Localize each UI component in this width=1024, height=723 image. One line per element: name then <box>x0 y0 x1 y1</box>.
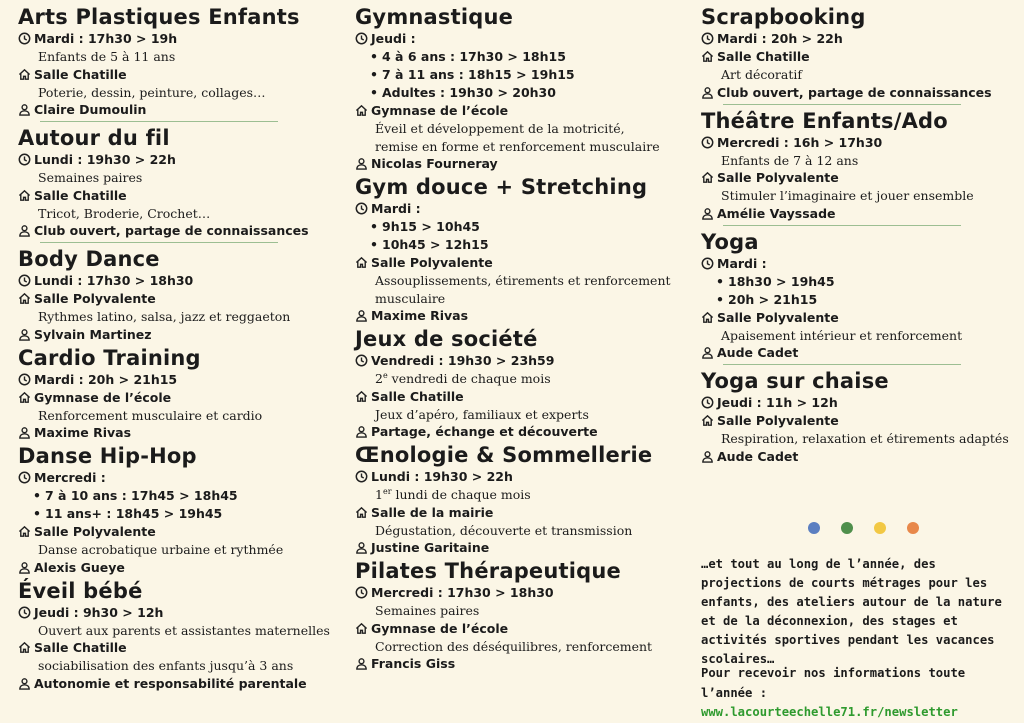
activity-hip-hop <box>18 443 336 577</box>
divider <box>723 364 961 365</box>
schedule-row: Jeudi : 9h30 > 12h <box>18 604 336 622</box>
detail-text: Enfants de 7 à 12 ans <box>721 152 859 168</box>
dot-orange <box>907 522 919 534</box>
clock-icon <box>355 200 371 215</box>
clock-icon <box>355 584 371 599</box>
person-row: Amélie Vayssade <box>701 205 1019 223</box>
activity-title: Gymnastique <box>355 5 514 29</box>
person-icon <box>18 326 34 341</box>
person-row: Autonomie et responsabilité parentale <box>18 675 336 693</box>
detail-text: remise en forme et renforcement musculaire <box>375 138 660 154</box>
schedule-row: Mardi : 17h30 > 19h <box>18 30 336 48</box>
column-2 <box>355 4 691 674</box>
schedule-row: Lundi : 19h30 > 22h <box>355 468 691 486</box>
detail-text: Dégustation, découverte et transmission <box>375 522 633 538</box>
schedule-row: Mercredi : <box>18 469 336 487</box>
detail-text: Respiration, relaxation et étirements adaptés <box>721 431 1009 446</box>
activity-gym-douce <box>355 174 691 325</box>
activity-title: Théâtre Enfants/Ado <box>701 108 948 133</box>
detail-text: 1er lundi de chaque mois <box>375 486 531 502</box>
activity-gymnastique <box>355 4 691 173</box>
house-icon <box>18 290 34 305</box>
newsletter-link[interactable]: www.lacourteechelle71.fr/newsletter <box>701 705 958 719</box>
schedule-row: Vendredi : 19h30 > 23h59 <box>355 352 691 370</box>
time-slot: • 7 à 11 ans : 18h15 > 19h15 <box>355 66 691 84</box>
activity-scrapbooking <box>701 4 1019 105</box>
schedule-row: Lundi : 17h30 > 18h30 <box>18 272 336 290</box>
time-slot: • 7 à 10 ans : 17h45 > 18h45 <box>18 487 336 505</box>
clock-icon <box>701 394 717 409</box>
schedule-row: Jeudi : <box>355 30 691 48</box>
person-row: Partage, échange et découverte <box>355 423 691 441</box>
detail-text: Jeux d’apéro, familiaux et experts <box>375 406 589 422</box>
activity-title: Œnologie & Sommellerie <box>355 443 653 467</box>
venue-row: Salle Polyvalente <box>701 169 1019 187</box>
house-icon <box>18 187 34 202</box>
detail-text: Tricot, Broderie, Crochet… <box>38 205 211 221</box>
schedule-row: Mercredi : 16h > 17h30 <box>701 134 1019 152</box>
person-icon <box>701 448 717 463</box>
decorative-dots <box>808 522 919 534</box>
activity-title: Autour du fil <box>18 126 170 150</box>
person-icon <box>355 655 371 670</box>
divider <box>40 121 278 122</box>
activity-body-dance <box>18 246 336 344</box>
divider <box>723 225 961 226</box>
activity-title: Cardio Training <box>18 345 201 370</box>
person-icon <box>355 155 371 170</box>
activity-title: Éveil bébé <box>18 578 143 603</box>
detail-text: Danse acrobatique urbaine et rythmée <box>38 542 284 557</box>
detail-text: Ouvert aux parents et assistantes maternelles <box>38 622 330 638</box>
person-icon <box>18 424 34 439</box>
person-row: Club ouvert, partage de connaissances <box>18 222 336 240</box>
clock-icon <box>355 352 371 367</box>
time-slot: • 11 ans+ : 18h45 > 19h45 <box>18 505 336 523</box>
clock-icon <box>18 30 34 45</box>
person-icon <box>18 675 34 690</box>
venue-row: Salle Chatille <box>18 187 336 205</box>
clock-icon <box>355 468 371 483</box>
person-icon <box>701 344 717 359</box>
venue-row: Salle Polyvalente <box>18 523 336 541</box>
person-row: Justine Garitaine <box>355 539 691 557</box>
schedule-row: Mardi : 20h > 22h <box>701 30 1019 48</box>
schedule-row: Mardi : 20h > 21h15 <box>18 371 336 389</box>
detail-text: musculaire <box>375 290 446 306</box>
divider <box>723 104 961 105</box>
venue-row: Salle Polyvalente <box>18 290 336 308</box>
person-row: Francis Giss <box>355 655 691 673</box>
clock-icon <box>355 30 371 45</box>
activity-yoga-chaise <box>701 368 1019 466</box>
activity-arts <box>18 4 336 122</box>
activity-title: Arts Plastiques Enfants <box>18 5 300 29</box>
venue-row: Salle de la mairie <box>355 504 691 522</box>
person-icon <box>18 101 34 116</box>
clock-icon <box>18 272 34 287</box>
schedule-row: Mardi : <box>355 200 691 218</box>
venue-row: Salle Chatille <box>701 48 1019 66</box>
clock-icon <box>701 255 717 270</box>
detail-text: Correction des déséquilibres, renforcement <box>375 638 653 654</box>
person-row: Maxime Rivas <box>355 307 691 325</box>
detail-text: Poterie, dessin, peinture, collages… <box>38 84 266 100</box>
activity-title: Yoga sur chaise <box>701 369 889 393</box>
house-icon <box>18 639 34 654</box>
house-icon <box>701 169 717 184</box>
detail-text: Stimuler l’imaginaire et jouer ensemble <box>721 188 974 203</box>
venue-row: Salle Chatille <box>18 639 336 657</box>
house-icon <box>701 309 717 324</box>
person-icon <box>701 205 717 220</box>
activity-title: Jeux de société <box>355 327 538 351</box>
time-slot: • 4 à 6 ans : 17h30 > 18h15 <box>355 48 691 66</box>
activity-title: Scrapbooking <box>701 5 866 29</box>
person-row: Club ouvert, partage de connaissances <box>701 84 1019 102</box>
house-icon <box>701 48 717 63</box>
house-icon <box>355 388 371 403</box>
person-row: Claire Dumoulin <box>18 101 336 119</box>
clock-icon <box>701 134 717 149</box>
detail-text: Semaines paires <box>38 170 143 185</box>
venue-row: Gymnase de l’école <box>18 389 336 407</box>
dot-blue <box>808 522 820 534</box>
activity-title: Danse Hip-Hop <box>18 444 197 468</box>
column-1 <box>18 4 336 694</box>
column-3 <box>701 4 1019 467</box>
person-row: Alexis Gueye <box>18 559 336 577</box>
venue-row: Gymnase de l’école <box>355 620 691 638</box>
activity-title: Body Dance <box>18 247 160 271</box>
detail-text: Enfants de 5 à 11 ans <box>38 49 176 64</box>
venue-row: Salle Chatille <box>18 66 336 84</box>
dot-green <box>841 522 853 534</box>
schedule-row: Lundi : 19h30 > 22h <box>18 151 336 169</box>
detail-text: sociabilisation des enfants jusqu’à 3 ans <box>38 658 294 673</box>
time-slot: • 9h15 > 10h45 <box>355 218 691 236</box>
house-icon <box>18 523 34 538</box>
person-icon <box>18 559 34 574</box>
detail-text: 2e vendredi de chaque mois <box>375 370 551 386</box>
person-icon <box>355 539 371 554</box>
house-icon <box>355 504 371 519</box>
person-icon <box>355 307 371 322</box>
clock-icon <box>18 151 34 166</box>
activity-yoga <box>701 229 1019 366</box>
detail-text: Éveil et développement de la motricité, <box>375 121 625 136</box>
venue-row: Salle Polyvalente <box>701 412 1019 430</box>
activity-autour-du-fil <box>18 125 336 243</box>
house-icon <box>18 389 34 404</box>
detail-text: Apaisement intérieur et renforcement <box>721 327 963 343</box>
dot-yellow <box>874 522 886 534</box>
venue-row: Salle Chatille <box>355 388 691 406</box>
clock-icon <box>18 604 34 619</box>
time-slot: • 18h30 > 19h45 <box>701 273 1019 291</box>
activity-title: Yoga <box>701 229 759 254</box>
newsletter-label: Pour recevoir nos informations toute l’année : <box>701 666 966 700</box>
clock-icon <box>18 469 34 484</box>
activity-title: Gym douce + Stretching <box>355 175 648 199</box>
time-slot: • 20h > 21h15 <box>701 291 1019 309</box>
person-row: Aude Cadet <box>701 344 1019 362</box>
house-icon <box>355 620 371 635</box>
clock-icon <box>18 371 34 386</box>
schedule-row: Mercredi : 17h30 > 18h30 <box>355 584 691 602</box>
detail-text: Rythmes latino, salsa, jazz et reggaeton <box>38 309 291 324</box>
venue-row: Gymnase de l’école <box>355 102 691 120</box>
house-icon <box>355 254 371 269</box>
venue-row: Salle Polyvalente <box>701 309 1019 327</box>
time-slot: • Adultes : 19h30 > 20h30 <box>355 84 691 102</box>
time-slot: • 10h45 > 12h15 <box>355 236 691 254</box>
person-row: Aude Cadet <box>701 448 1019 466</box>
house-icon <box>701 412 717 427</box>
person-row: Nicolas Fourneray <box>355 155 691 173</box>
person-icon <box>701 84 717 99</box>
activity-eveil-bebe <box>18 578 336 693</box>
detail-text: Assouplissements, étirements et renforcement <box>375 273 671 288</box>
schedule-row: Mardi : <box>701 255 1019 273</box>
person-icon <box>18 222 34 237</box>
newsletter-block <box>701 664 1019 723</box>
activity-oenologie <box>355 442 691 557</box>
activity-pilates <box>355 558 691 673</box>
person-row: Maxime Rivas <box>18 424 336 442</box>
divider <box>40 242 278 243</box>
activity-cardio <box>18 345 336 443</box>
activity-theatre <box>701 108 1019 226</box>
person-row: Sylvain Martinez <box>18 326 336 344</box>
activity-title: Pilates Thérapeutique <box>355 559 621 583</box>
venue-row: Salle Polyvalente <box>355 254 691 272</box>
detail-text: Renforcement musculaire et cardio <box>38 407 263 423</box>
detail-text: Art décoratif <box>721 67 802 82</box>
person-icon <box>355 423 371 438</box>
house-icon <box>18 66 34 81</box>
clock-icon <box>701 30 717 45</box>
activity-jeux-de-societe <box>355 326 691 441</box>
schedule-row: Jeudi : 11h > 12h <box>701 394 1019 412</box>
house-icon <box>355 102 371 117</box>
detail-text: Semaines paires <box>375 603 480 618</box>
footer-note: …et tout au long de l’année, des projections de courts métrages pour les enfants, des ateliers autour de la nature et de la déconnexion, des stages et activités sportives pendant les vacances scolaires… <box>701 557 1002 666</box>
